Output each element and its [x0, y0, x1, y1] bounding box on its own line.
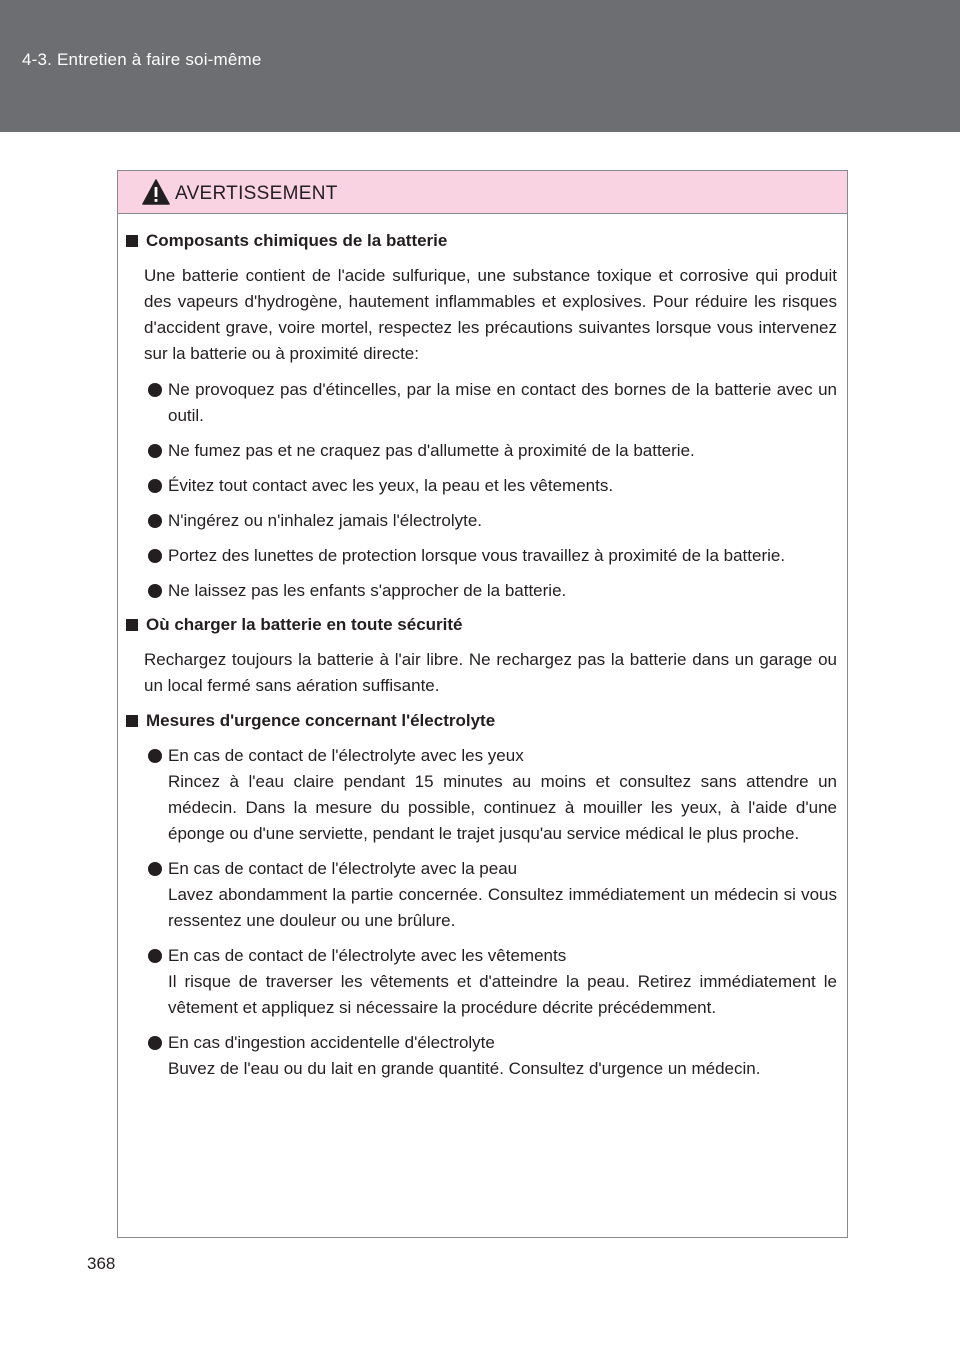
list-item-text: Ne laissez pas les enfants s'approcher de la batterie.	[168, 581, 567, 600]
circle-bullet-icon	[148, 479, 162, 493]
list-item	[134, 543, 837, 569]
list-item-text: Ne provoquez pas d'étincelles, par la mise en contact des bornes de la batterie avec un outil.	[168, 380, 837, 425]
list-item-text: Évitez tout contact avec les yeux, la peau et les vêtements.	[168, 476, 614, 495]
section-heading-text: Composants chimiques de la batterie	[146, 231, 448, 250]
square-bullet-icon	[126, 619, 138, 631]
page-number: 368	[87, 1254, 116, 1273]
header-band	[0, 0, 960, 132]
warning-body	[118, 214, 847, 1082]
circle-bullet-icon	[148, 383, 162, 397]
warning-box	[117, 170, 848, 1238]
warning-title: AVERTISSEMENT	[175, 183, 338, 204]
circle-bullet-icon	[148, 584, 162, 598]
list-item	[134, 743, 837, 847]
list-item-title: En cas de contact de l'électrolyte avec la peau	[168, 859, 518, 878]
section-heading-text: Mesures d'urgence concernant l'électrolyte	[146, 711, 496, 730]
section-paragraph: Rechargez toujours la batterie à l'air libre. Ne rechargez pas la batterie dans un garage ou un local fermé sans aération suffisante.	[144, 650, 837, 695]
circle-bullet-icon	[148, 749, 162, 763]
list-item-title: En cas de contact de l'électrolyte avec les yeux	[168, 746, 524, 765]
section-heading	[126, 709, 837, 733]
square-bullet-icon	[126, 235, 138, 247]
circle-bullet-icon	[148, 549, 162, 563]
warning-header	[118, 171, 847, 214]
section-heading-text: Où charger la batterie en toute sécurité	[146, 615, 463, 634]
list-item-text: Portez des lunettes de protection lorsque vous travaillez à proximité de la batterie.	[168, 546, 786, 565]
circle-bullet-icon	[148, 514, 162, 528]
section-title: 4-3. Entretien à faire soi-même	[22, 50, 262, 69]
warning-triangle-icon	[142, 179, 170, 205]
circle-bullet-icon	[148, 949, 162, 963]
circle-bullet-icon	[148, 444, 162, 458]
list-item	[134, 508, 837, 534]
list-item-text: Lavez abondamment la partie concernée. Consultez immédiatement un médecin si vous ressentez une douleur ou une brûlure.	[168, 885, 837, 930]
list-item	[134, 856, 837, 934]
list-item	[134, 943, 837, 1021]
list-item	[134, 1030, 837, 1082]
square-bullet-icon	[126, 715, 138, 727]
list-item-text: Rincez à l'eau claire pendant 15 minutes au moins et consultez sans attendre un médecin. Dans la mesure du possible, continuez à mouiller les yeux, à l'aide d'une éponge ou d'une serviette, pendant le trajet jusqu'au service médical le plus proche.	[168, 772, 837, 843]
list-item	[134, 377, 837, 429]
section-heading	[126, 613, 837, 637]
list-item-text: Ne fumez pas et ne craquez pas d'allumette à proximité de la batterie.	[168, 441, 695, 460]
list-item-text: N'ingérez ou n'inhalez jamais l'électrolyte.	[168, 511, 483, 530]
list-item-text: Buvez de l'eau ou du lait en grande quantité. Consultez d'urgence un médecin.	[168, 1059, 761, 1078]
list-item-title: En cas d'ingestion accidentelle d'électrolyte	[168, 1033, 495, 1052]
list-item	[134, 578, 837, 604]
list-item	[134, 473, 837, 499]
list-item-title: En cas de contact de l'électrolyte avec les vêtements	[168, 946, 567, 965]
list-item	[134, 438, 837, 464]
list-item-text: Il risque de traverser les vêtements et d'atteindre la peau. Retirez immédiatement le vêtement et appliquez si nécessaire la procédure décrite précédemment.	[168, 972, 837, 1017]
section-heading	[126, 229, 837, 253]
circle-bullet-icon	[148, 862, 162, 876]
section-paragraph: Une batterie contient de l'acide sulfurique, une substance toxique et corrosive qui produit des vapeurs d'hydrogène, hautement inflammables et explosives. Pour réduire les risques d'accident grave, voire mortel, respectez les précautions suivantes lorsque vous intervenez sur la batterie ou à proximité directe:	[144, 266, 837, 363]
circle-bullet-icon	[148, 1036, 162, 1050]
